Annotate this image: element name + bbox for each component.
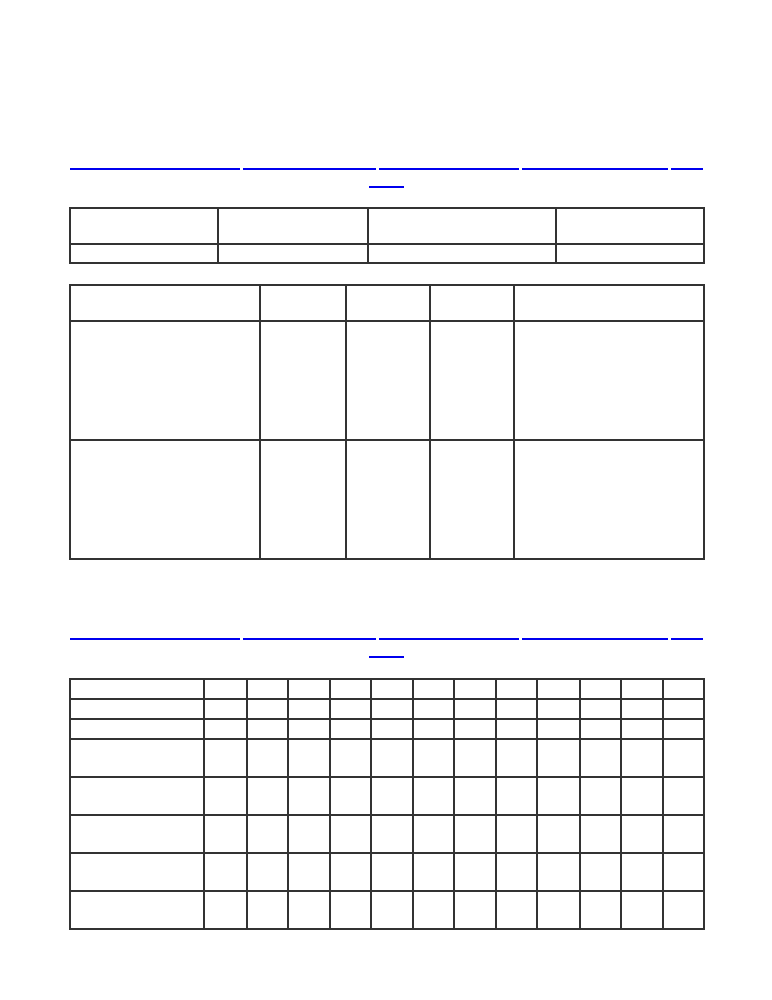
cell-text — [581, 685, 589, 689]
schedule-cell — [247, 719, 288, 739]
schedule-cell — [580, 739, 621, 777]
cell-text — [581, 725, 589, 729]
cell-text — [538, 783, 546, 787]
table-row — [70, 679, 704, 699]
schedule-cell — [204, 891, 246, 929]
cell-text — [248, 725, 256, 729]
cell-text — [248, 705, 256, 709]
cell-text — [372, 821, 380, 825]
schedule-cell — [496, 891, 537, 929]
cell-text — [431, 446, 439, 450]
cell-text — [414, 783, 422, 787]
table-row — [70, 853, 704, 891]
cell-text — [331, 745, 339, 749]
schedule-cell — [621, 679, 663, 699]
cell-text — [455, 725, 463, 729]
detail-header-cell — [430, 285, 514, 321]
cell-text — [538, 705, 546, 709]
cell-text — [538, 821, 546, 825]
schedule-cell — [580, 777, 621, 815]
cell-text — [538, 745, 546, 749]
cell-text — [248, 897, 256, 901]
detail-cell — [70, 440, 260, 559]
info-cell — [70, 244, 218, 263]
schedule-row-label-cell — [70, 777, 204, 815]
schedule-cell — [621, 777, 663, 815]
schedule-cell — [537, 719, 579, 739]
schedule-cell — [580, 719, 621, 739]
schedule-cell — [288, 853, 330, 891]
cell-text — [289, 859, 297, 863]
schedule-cell — [247, 891, 288, 929]
nav-link-3[interactable] — [379, 638, 519, 640]
schedule-cell — [454, 777, 496, 815]
schedule-cell — [537, 891, 579, 929]
cell-text — [515, 291, 523, 295]
cell-text — [248, 685, 256, 689]
cell-text — [71, 705, 79, 709]
schedule-cell — [413, 891, 454, 929]
detail-cell — [430, 440, 514, 559]
schedule-cell — [330, 777, 371, 815]
nav-link-3[interactable] — [379, 168, 519, 170]
schedule-cell — [496, 853, 537, 891]
cell-text — [372, 783, 380, 787]
schedule-cell — [621, 739, 663, 777]
schedule-cell — [413, 719, 454, 739]
schedule-cell — [371, 777, 413, 815]
schedule-cell — [288, 699, 330, 719]
cell-text — [622, 783, 630, 787]
cell-text — [71, 291, 79, 295]
info-cell — [218, 244, 368, 263]
cell-text — [331, 705, 339, 709]
cell-text — [431, 327, 439, 331]
schedule-cell — [496, 699, 537, 719]
table-row — [70, 815, 704, 853]
cell-text — [71, 783, 79, 787]
cell-text — [622, 725, 630, 729]
cell-text — [664, 725, 672, 729]
cell-text — [414, 685, 422, 689]
schedule-row-label-cell — [70, 739, 204, 777]
cell-text — [664, 685, 672, 689]
cell-text — [248, 783, 256, 787]
schedule-table — [69, 678, 705, 930]
schedule-cell — [454, 853, 496, 891]
schedule-cell — [537, 679, 579, 699]
schedule-cell — [288, 719, 330, 739]
detail-header-cell — [70, 285, 260, 321]
schedule-row-label-cell — [70, 699, 204, 719]
table-row — [70, 891, 704, 929]
cell-text — [538, 897, 546, 901]
schedule-cell — [204, 719, 246, 739]
schedule-cell — [247, 853, 288, 891]
schedule-cell — [454, 719, 496, 739]
cell-text — [261, 446, 269, 450]
table-row — [70, 699, 704, 719]
cell-text — [538, 685, 546, 689]
cell-text — [581, 705, 589, 709]
cell-text — [414, 705, 422, 709]
cell-text — [205, 685, 213, 689]
table-row — [70, 321, 704, 440]
cell-text — [538, 859, 546, 863]
schedule-row-label-cell — [70, 853, 204, 891]
cell-text — [289, 745, 297, 749]
cell-text — [289, 897, 297, 901]
schedule-cell — [454, 891, 496, 929]
cell-text — [455, 897, 463, 901]
cell-text — [372, 859, 380, 863]
info-header-cell — [218, 208, 368, 244]
info-cell — [368, 244, 556, 263]
schedule-cell — [371, 699, 413, 719]
cell-text — [71, 859, 79, 863]
schedule-cell — [413, 815, 454, 853]
cell-text — [581, 783, 589, 787]
schedule-cell — [288, 777, 330, 815]
schedule-cell — [454, 679, 496, 699]
schedule-cell — [496, 815, 537, 853]
cell-text — [455, 685, 463, 689]
schedule-cell — [247, 777, 288, 815]
schedule-cell — [204, 815, 246, 853]
schedule-cell — [330, 815, 371, 853]
schedule-cell — [247, 699, 288, 719]
cell-text — [205, 859, 213, 863]
cell-text — [497, 705, 505, 709]
cell-text — [71, 745, 79, 749]
detail-table-header-row — [70, 285, 704, 321]
schedule-cell — [663, 719, 704, 739]
schedule-cell — [330, 679, 371, 699]
cell-text — [205, 821, 213, 825]
cell-text — [664, 897, 672, 901]
schedule-cell — [288, 891, 330, 929]
schedule-cell — [621, 853, 663, 891]
detail-table — [69, 284, 705, 560]
table-row — [70, 440, 704, 559]
cell-text — [71, 725, 79, 729]
cell-text — [622, 685, 630, 689]
cell-text — [248, 745, 256, 749]
schedule-cell — [580, 679, 621, 699]
schedule-cell — [413, 853, 454, 891]
schedule-cell — [454, 699, 496, 719]
schedule-cell — [496, 679, 537, 699]
cell-text — [622, 745, 630, 749]
schedule-cell — [621, 719, 663, 739]
cell-text — [289, 821, 297, 825]
cell-text — [372, 705, 380, 709]
cell-text — [261, 327, 269, 331]
cell-text — [664, 821, 672, 825]
detail-cell — [260, 440, 346, 559]
cell-text — [347, 446, 355, 450]
schedule-cell — [371, 853, 413, 891]
nav-link-1[interactable] — [70, 168, 240, 170]
info-header-cell — [556, 208, 704, 244]
schedule-cell — [663, 891, 704, 929]
detail-cell — [260, 321, 346, 440]
schedule-cell — [454, 815, 496, 853]
nav-link-6[interactable] — [369, 656, 404, 658]
cell-text — [455, 783, 463, 787]
schedule-cell — [288, 739, 330, 777]
cell-text — [289, 725, 297, 729]
cell-text — [331, 859, 339, 863]
detail-cell — [514, 321, 704, 440]
cell-text — [219, 250, 227, 254]
info-cell — [556, 244, 704, 263]
schedule-cell — [247, 679, 288, 699]
cell-text — [331, 725, 339, 729]
schedule-cell — [580, 853, 621, 891]
cell-text — [497, 725, 505, 729]
schedule-cell — [663, 853, 704, 891]
schedule-cell — [496, 777, 537, 815]
schedule-cell — [330, 699, 371, 719]
cell-text — [622, 897, 630, 901]
cell-text — [331, 821, 339, 825]
schedule-cell — [204, 739, 246, 777]
table-row — [70, 244, 704, 263]
schedule-cell — [204, 679, 246, 699]
cell-text — [455, 745, 463, 749]
nav-link-5[interactable] — [671, 638, 703, 640]
detail-header-cell — [346, 285, 430, 321]
cell-text — [71, 897, 79, 901]
cell-text — [664, 705, 672, 709]
cell-text — [261, 291, 269, 295]
schedule-cell — [204, 777, 246, 815]
schedule-cell — [288, 679, 330, 699]
schedule-cell — [413, 777, 454, 815]
schedule-cell — [371, 719, 413, 739]
cell-text — [414, 745, 422, 749]
cell-text — [289, 685, 297, 689]
nav-link-2[interactable] — [243, 638, 376, 640]
cell-text — [205, 783, 213, 787]
schedule-cell — [621, 815, 663, 853]
schedule-cell — [413, 699, 454, 719]
cell-text — [372, 897, 380, 901]
cell-text — [622, 821, 630, 825]
schedule-cell — [413, 739, 454, 777]
detail-cell — [346, 440, 430, 559]
cell-text — [331, 783, 339, 787]
cell-text — [664, 783, 672, 787]
info-table-header-row — [70, 208, 704, 244]
schedule-cell — [247, 739, 288, 777]
cell-text — [622, 705, 630, 709]
detail-cell — [70, 321, 260, 440]
schedule-cell — [371, 891, 413, 929]
schedule-row-label-cell — [70, 815, 204, 853]
cell-text — [219, 214, 227, 218]
cell-text — [372, 685, 380, 689]
schedule-row-label-cell — [70, 891, 204, 929]
cell-text — [581, 745, 589, 749]
schedule-cell — [621, 891, 663, 929]
schedule-cell — [371, 739, 413, 777]
cell-text — [372, 745, 380, 749]
cell-text — [205, 725, 213, 729]
schedule-row-label-cell — [70, 719, 204, 739]
schedule-cell — [288, 815, 330, 853]
cell-text — [414, 897, 422, 901]
schedule-cell — [663, 815, 704, 853]
table-row — [70, 719, 704, 739]
nav-link-6[interactable] — [369, 186, 404, 188]
cell-text — [71, 250, 79, 254]
cell-text — [581, 897, 589, 901]
nav-link-5[interactable] — [671, 168, 703, 170]
cell-text — [71, 214, 79, 218]
cell-text — [71, 446, 79, 450]
info-table — [69, 207, 705, 264]
detail-header-cell — [260, 285, 346, 321]
schedule-cell — [204, 853, 246, 891]
cell-text — [289, 783, 297, 787]
schedule-cell — [204, 699, 246, 719]
cell-text — [414, 821, 422, 825]
cell-text — [347, 291, 355, 295]
cell-text — [557, 214, 565, 218]
cell-text — [205, 897, 213, 901]
schedule-cell — [537, 815, 579, 853]
cell-text — [622, 859, 630, 863]
nav-link-1[interactable] — [70, 638, 240, 640]
cell-text — [497, 859, 505, 863]
cell-text — [71, 821, 79, 825]
table-row — [70, 777, 704, 815]
cell-text — [455, 859, 463, 863]
schedule-cell — [496, 719, 537, 739]
cell-text — [372, 725, 380, 729]
cell-text — [515, 446, 523, 450]
cell-text — [515, 327, 523, 331]
cell-text — [414, 859, 422, 863]
cell-text — [414, 725, 422, 729]
schedule-cell — [496, 739, 537, 777]
cell-text — [455, 705, 463, 709]
schedule-cell — [537, 739, 579, 777]
cell-text — [557, 250, 565, 254]
cell-text — [497, 897, 505, 901]
schedule-cell — [330, 853, 371, 891]
cell-text — [431, 291, 439, 295]
schedule-cell — [621, 699, 663, 719]
schedule-cell — [663, 777, 704, 815]
cell-text — [581, 821, 589, 825]
cell-text — [205, 705, 213, 709]
info-header-cell — [368, 208, 556, 244]
cell-text — [205, 745, 213, 749]
cell-text — [538, 725, 546, 729]
detail-cell — [514, 440, 704, 559]
schedule-cell — [580, 699, 621, 719]
table-row — [70, 739, 704, 777]
nav-link-2[interactable] — [243, 168, 376, 170]
cell-text — [248, 859, 256, 863]
cell-text — [581, 859, 589, 863]
schedule-cell — [330, 739, 371, 777]
cell-text — [497, 745, 505, 749]
info-header-cell — [70, 208, 218, 244]
cell-text — [369, 214, 377, 218]
schedule-cell — [537, 853, 579, 891]
cell-text — [248, 821, 256, 825]
detail-cell — [430, 321, 514, 440]
cell-text — [497, 821, 505, 825]
cell-text — [347, 327, 355, 331]
nav-link-4[interactable] — [522, 168, 668, 170]
cell-text — [664, 745, 672, 749]
schedule-cell — [580, 891, 621, 929]
schedule-cell — [537, 777, 579, 815]
cell-text — [497, 783, 505, 787]
schedule-cell — [330, 891, 371, 929]
cell-text — [664, 859, 672, 863]
schedule-cell — [580, 815, 621, 853]
nav-link-4[interactable] — [522, 638, 668, 640]
schedule-cell — [663, 679, 704, 699]
schedule-cell — [413, 679, 454, 699]
schedule-cell — [454, 739, 496, 777]
cell-text — [331, 685, 339, 689]
detail-cell — [346, 321, 430, 440]
cell-text — [497, 685, 505, 689]
cell-text — [71, 327, 79, 331]
cell-text — [71, 685, 79, 689]
schedule-cell — [371, 679, 413, 699]
cell-text — [455, 821, 463, 825]
detail-header-cell — [514, 285, 704, 321]
cell-text — [289, 705, 297, 709]
schedule-row-label-cell — [70, 679, 204, 699]
schedule-cell — [663, 699, 704, 719]
schedule-cell — [537, 699, 579, 719]
schedule-cell — [663, 739, 704, 777]
cell-text — [331, 897, 339, 901]
schedule-cell — [371, 815, 413, 853]
schedule-cell — [247, 815, 288, 853]
schedule-cell — [330, 719, 371, 739]
cell-text — [369, 250, 377, 254]
